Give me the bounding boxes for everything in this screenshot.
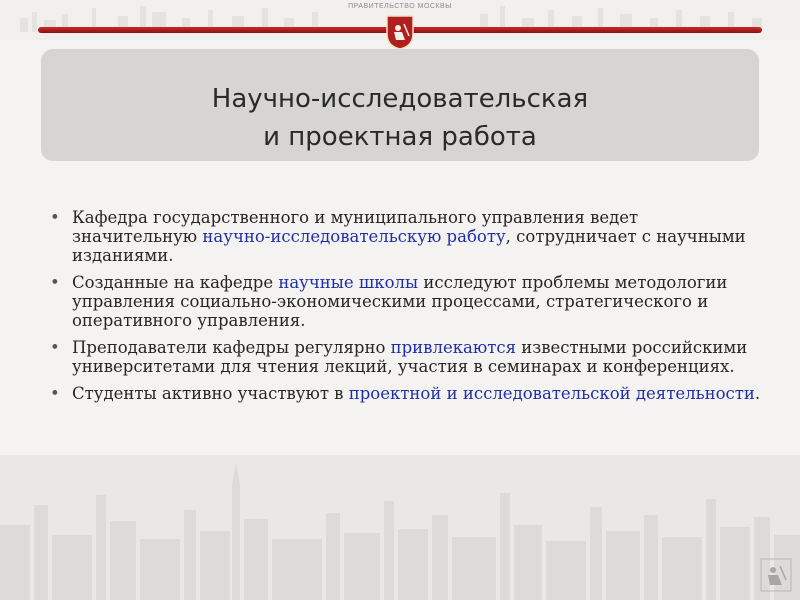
bullet-highlight: научные школы	[278, 273, 419, 292]
bullet-text: Студенты активно участвуют в	[72, 384, 349, 403]
slide-title	[41, 80, 759, 156]
bullet-item	[44, 338, 764, 376]
bullet-item	[44, 208, 764, 265]
bullet-list	[44, 208, 764, 411]
bullet-item	[44, 273, 764, 330]
bullet-dot-icon: •	[50, 384, 60, 403]
title-line-2: и проектная работа	[263, 122, 537, 153]
bullet-highlight: научно-исследовательскую работу	[202, 227, 506, 246]
bullet-text: , сотрудничает с научными изданиями.	[72, 227, 746, 265]
moscow-coat-of-arms-icon	[385, 14, 415, 50]
bullet-text: известными российскими университетами для чтения лекций, участия в семинарах и конференциях.	[72, 338, 748, 376]
bullet-text: исследуют проблемы методологии управления социально-экономическими процессами, стратегического и оперативного управления.	[72, 273, 728, 330]
bullet-text: Созданные на кафедре	[72, 273, 279, 292]
bullet-highlight: проектной и исследовательской деятельности	[348, 384, 755, 403]
header-org-name: ПРАВИТЕЛЬСТВО МОСКВЫ	[348, 3, 452, 10]
bullet-highlight: привлекаются	[390, 338, 517, 357]
skyline-bottom-decoration	[0, 455, 800, 600]
moscow-logo-icon	[760, 558, 792, 592]
bullet-dot-icon: •	[50, 273, 60, 292]
bullet-dot-icon: •	[50, 208, 60, 227]
bullet-text: Преподаватели кафедры регулярно	[72, 338, 391, 357]
title-box	[41, 49, 759, 161]
bullet-dot-icon: •	[50, 338, 60, 357]
bullet-text: Кафедра государственного и муниципального управления ведет значительную	[72, 208, 639, 246]
title-line-1: Научно-исследовательская	[211, 84, 589, 115]
bullet-text: .	[754, 384, 761, 403]
bullet-item	[44, 384, 764, 403]
